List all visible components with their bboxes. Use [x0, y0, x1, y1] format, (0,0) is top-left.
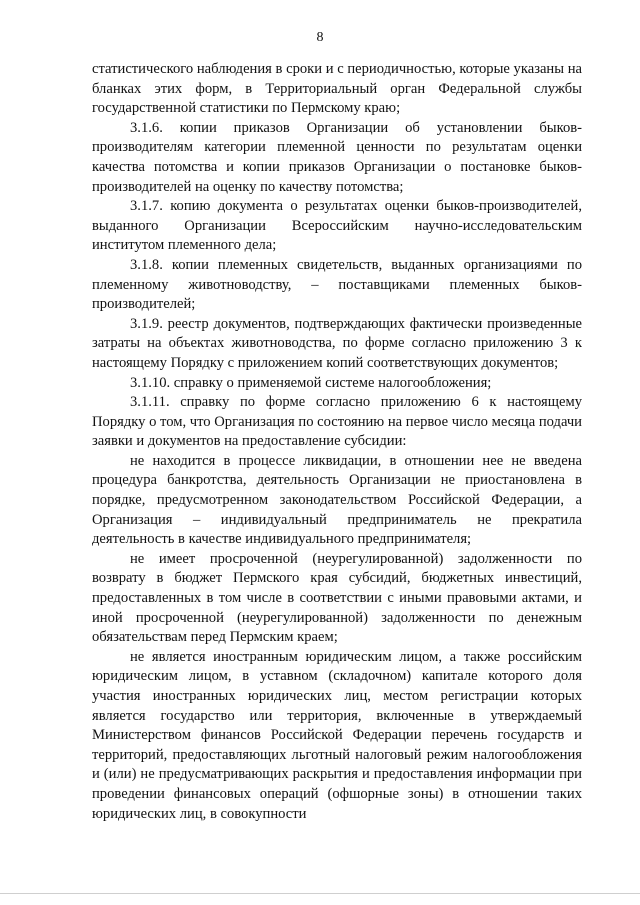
- paragraph-debt: не имеет просроченной (неурегулированной) задолженности по возврату в бюджет Пермского края субсидий, бюджетных инвестиций, предоставленных в том числе в соответствии с иными правовыми актами, и иной просроченной (неурегулированной) задолженности по денежным обязательствам перед Пермским краем;: [92, 550, 582, 646]
- paragraph-3-1-10: 3.1.10. справку о применяемой системе налогообложения;: [130, 374, 492, 391]
- paragraph-3-1-9: 3.1.9. реестр документов, подтверждающих фактически произведенные затраты на объектах животноводства, по форме согласно приложению 3 к настоящему Порядку с приложением копий соответствующих документов;: [92, 315, 582, 371]
- paragraph-3-1-6: 3.1.6. копии приказов Организации об установлении быков-производителям категории племенной ценности по результатам оценки качества потомства и копии приказов Организации о постановке быков-производителей на оценку по качеству потомства;: [92, 119, 582, 195]
- paragraph-3-1-11: 3.1.11. справку по форме согласно приложению 6 к настоящему Порядку о том, что Организация по состоянию на первое число месяца подачи заявки и документов на предоставление субсидии:: [92, 394, 582, 450]
- document-body: [92, 60, 582, 824]
- page-number: 8: [316, 30, 324, 45]
- paragraph-3-1-8: 3.1.8. копии племенных свидетельств, выданных организациями по племенному животноводству, – поставщиками племенных быков-производителей;: [92, 256, 582, 313]
- page-bottom-edge: [0, 893, 640, 894]
- paragraph-liquidation: не находится в процессе ликвидации, в отношении нее не введена процедура банкротства, деятельность Организации не приостановлена в порядке, предусмотренном законодательством Российской Федерации, а Организация – индивидуальный предприниматель не прекратила деятельность в качестве индивидуального предпринимателя;: [92, 452, 582, 548]
- paragraph-3-1-7: 3.1.7. копию документа о результатах оценки быков-производителей, выданного Организации Всероссийским научно-исследовательским институтом племенного дела;: [92, 198, 582, 254]
- paragraph-foreign-entity: не является иностранным юридическим лицом, а также российским юридическим лицом, в уставном (складочном) капитале которого доля участия иностранных юридических лиц, местом регистрации которых является государство или территория, включенные в утверждаемый Министерством финансов Российской Федерации перечень государств и территорий, предоставляющих льготный налоговый режим налогообложения и (или) не предусматривающих раскрытия и предоставления информации при проведении финансовых операций (офшорные зоны) в отношении таких юридических лиц, в совокупности: [92, 648, 582, 822]
- paragraph: статистического наблюдения в сроки и с периодичностью, которые указаны на бланках этих форм, в Территориальный орган Федеральной службы государственной статистики по Пермскому краю;: [92, 61, 582, 117]
